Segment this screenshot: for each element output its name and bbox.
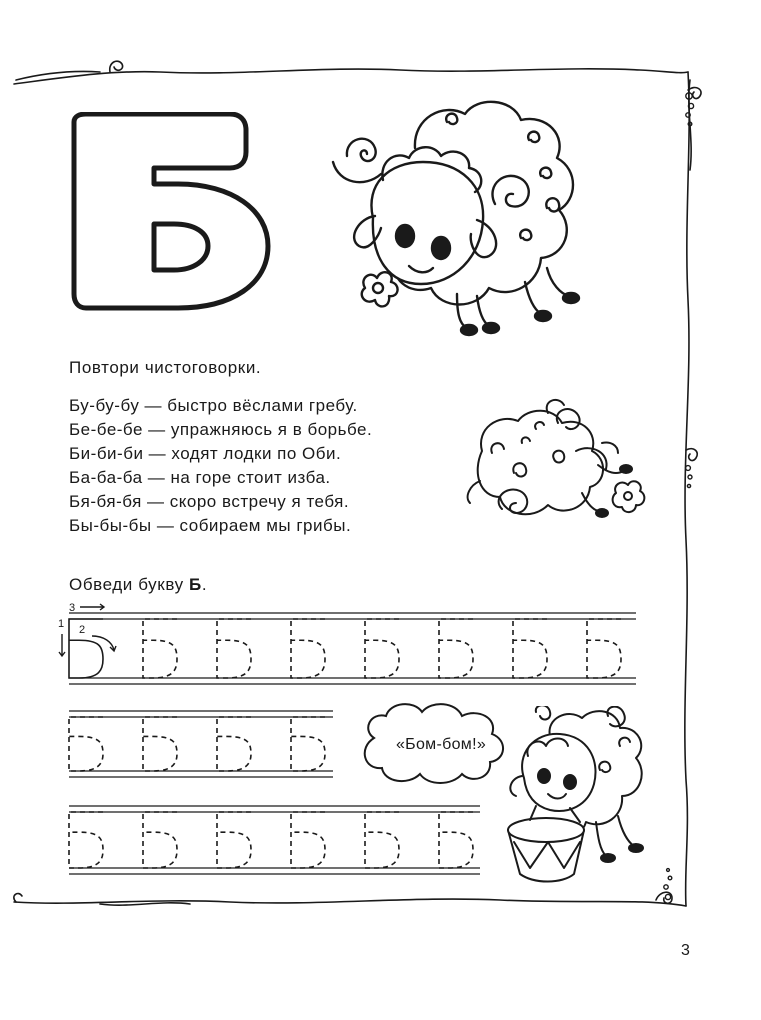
dashed-letter[interactable]	[143, 812, 177, 868]
dashed-letter[interactable]	[217, 812, 251, 868]
dashed-letter[interactable]	[217, 619, 251, 678]
speech-bubble-text: «Бом-бом!»	[395, 736, 487, 753]
dashed-letter[interactable]	[291, 812, 325, 868]
dashed-letter[interactable]	[513, 619, 547, 678]
rhyme-line: Ба-ба-ба — на горе стоит изба.	[69, 468, 331, 487]
stroke-number-2: 2	[79, 624, 86, 636]
rhyme-line: Бу-бу-бу — быстро вёслами гребу.	[69, 396, 358, 415]
rhyme-line: Би-би-би — ходят лодки по Оби.	[69, 444, 342, 463]
sample-letter[interactable]	[69, 619, 103, 678]
dashed-letter[interactable]	[291, 717, 325, 771]
stroke-number-1: 1	[58, 618, 65, 630]
dashed-letter[interactable]	[439, 812, 473, 868]
instruction-trace-text: Обведи букву	[69, 575, 184, 594]
dashed-letter[interactable]	[217, 717, 251, 771]
dashed-letter[interactable]	[291, 619, 325, 678]
dashed-letter[interactable]	[587, 619, 621, 678]
rhyme-line: Бы-бы-бы — собираем мы грибы.	[69, 516, 352, 535]
dashed-letter[interactable]	[69, 812, 103, 868]
stroke-number-3: 3	[69, 602, 76, 614]
dashed-letter[interactable]	[69, 717, 103, 771]
arrow-down-icon	[59, 634, 65, 656]
instruction-trace-end: .	[201, 575, 208, 594]
rhyme-line: Бе-бе-бе — упражняюсь я в борьбе.	[69, 420, 373, 439]
dashed-letter[interactable]	[143, 619, 177, 678]
page-number: 3	[681, 942, 690, 959]
dashed-letter[interactable]	[365, 619, 399, 678]
rhyme-line: Бя-бя-бя — скоро встречу я тебя.	[69, 492, 350, 511]
instruction-repeat: Повтори чистоговорки.	[69, 358, 262, 377]
arrow-right-icon	[80, 604, 104, 610]
instruction-trace-letter: Б	[189, 575, 202, 594]
dashed-letter[interactable]	[439, 619, 473, 678]
dashed-letter[interactable]	[365, 812, 399, 868]
dashed-letter[interactable]	[143, 717, 177, 771]
